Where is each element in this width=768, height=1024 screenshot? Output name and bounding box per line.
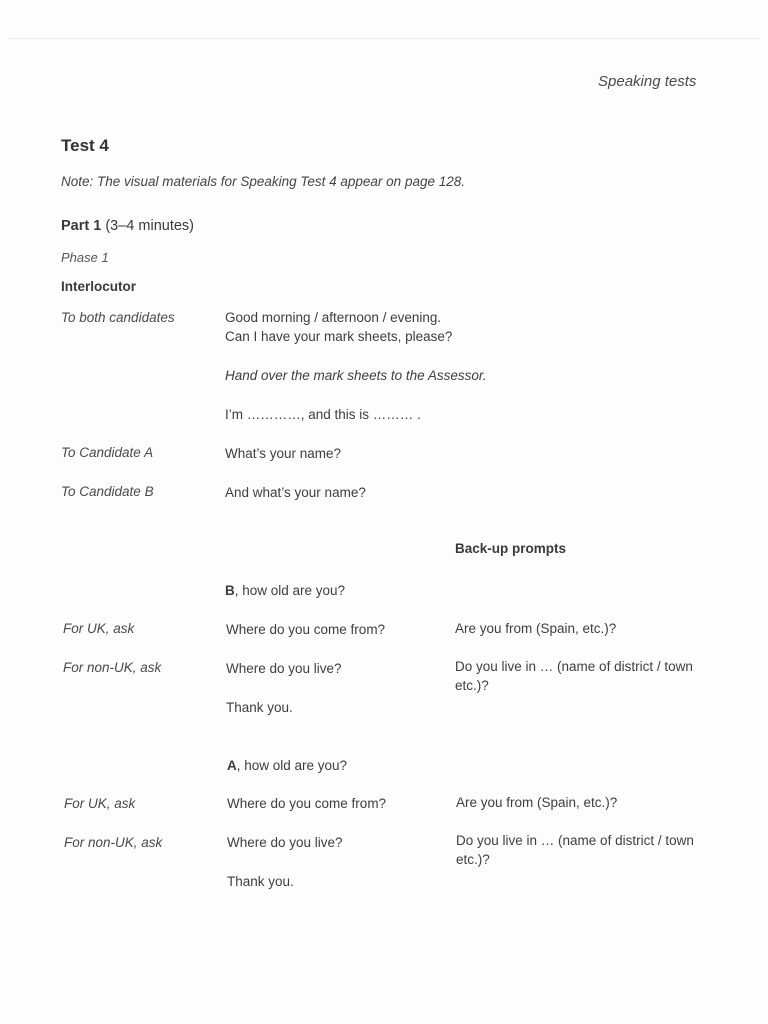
candidate-a-age-text: , how old are you? <box>236 758 348 773</box>
part-duration: (3–4 minutes) <box>105 218 194 234</box>
to-candidate-a-label: To Candidate A <box>61 445 154 460</box>
greeting-line-2: Can I have your mark sheets, please? <box>225 329 453 344</box>
a-uk-backup-prompt: Are you from (Spain, etc.)? <box>456 795 618 810</box>
greeting-line-1: Good morning / afternoon / evening. <box>225 310 442 325</box>
instruction-text: Hand over the mark sheets to the Assessor. <box>225 368 487 383</box>
b-uk-question: Where do you come from? <box>226 622 386 637</box>
page-top-rule <box>8 38 760 39</box>
part-heading <box>61 218 194 234</box>
candidate-a-age-question <box>227 756 347 775</box>
running-head: Speaking tests <box>598 73 697 90</box>
candidate-b-age-text: , how old are you? <box>234 583 346 598</box>
b-uk-label: For UK, ask <box>63 621 135 636</box>
a-non-uk-label: For non-UK, ask <box>64 835 163 850</box>
a-non-uk-question: Where do you live? <box>227 835 343 850</box>
introduction-text: I’m …………, and this is ……… . <box>225 407 421 422</box>
part-label: Part 1 <box>61 218 102 234</box>
candidate-b-age-question <box>225 581 345 600</box>
b-non-uk-backup-prompt: Do you live in … (name of district / town etc.)? <box>455 659 693 693</box>
to-candidate-b-question: And what’s your name? <box>225 485 366 500</box>
to-candidate-a-question: What’s your name? <box>225 446 342 461</box>
test-title: Test 4 <box>61 136 109 155</box>
candidate-a-letter: A <box>227 758 237 773</box>
to-both-label: To both candidates <box>61 310 175 325</box>
candidate-b-letter: B <box>225 583 235 598</box>
b-non-uk-question: Where do you live? <box>226 661 342 676</box>
b-thank-you: Thank you. <box>226 700 293 715</box>
a-non-uk-backup-prompt: Do you live in … (name of district / town etc.)? <box>456 833 694 867</box>
b-non-uk-label: For non-UK, ask <box>63 660 162 675</box>
backup-prompts-heading: Back-up prompts <box>455 541 567 556</box>
note: Note: The visual materials for Speaking Test 4 appear on page 128. <box>61 174 465 189</box>
a-uk-label: For UK, ask <box>64 796 136 811</box>
a-thank-you: Thank you. <box>227 874 294 889</box>
interlocutor-heading: Interlocutor <box>61 279 137 294</box>
b-uk-backup-prompt: Are you from (Spain, etc.)? <box>455 621 617 636</box>
to-candidate-b-label: To Candidate B <box>61 484 154 499</box>
phase-label: Phase 1 <box>61 250 109 265</box>
a-uk-question: Where do you come from? <box>227 796 387 811</box>
